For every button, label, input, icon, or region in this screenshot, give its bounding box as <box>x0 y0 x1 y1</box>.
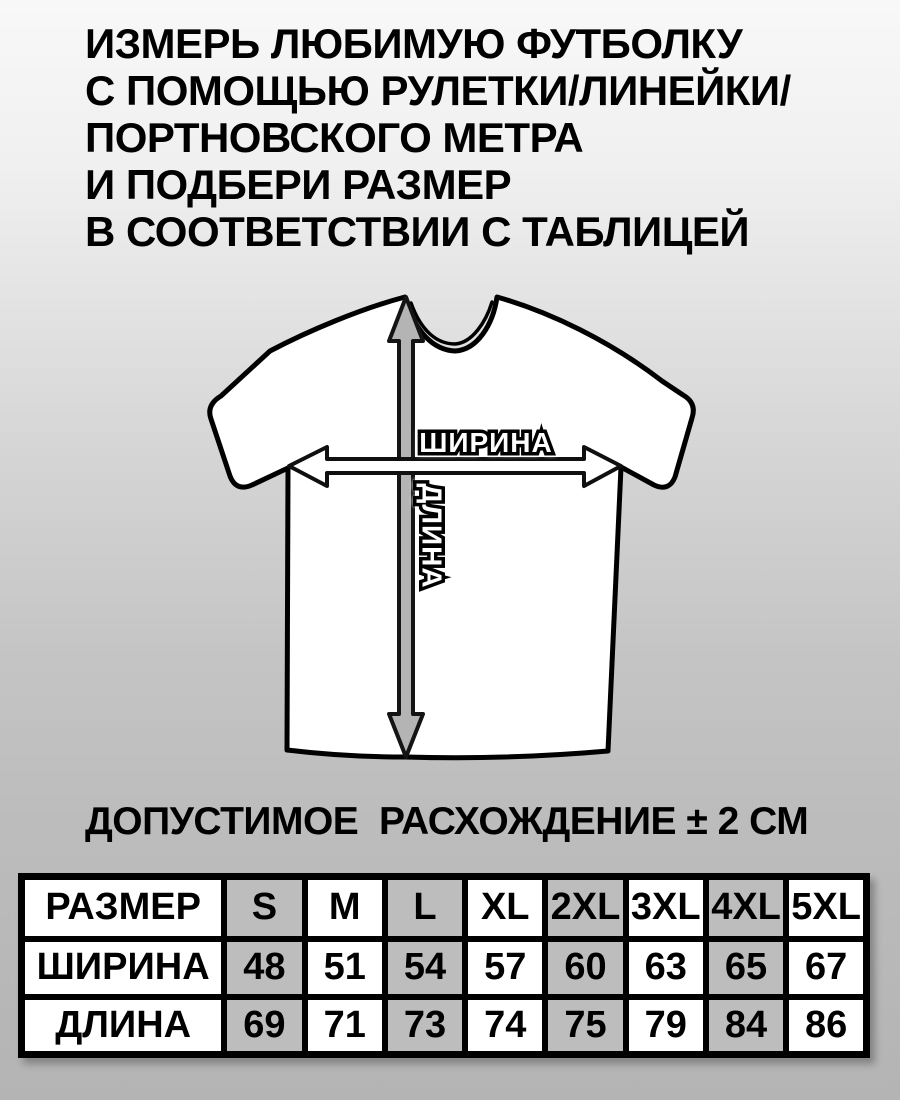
width-value-cell: 67 <box>786 939 866 997</box>
width-value-cell: 60 <box>545 939 625 997</box>
width-value-cell: 51 <box>305 939 385 997</box>
heading-line: В СООТВЕТСТВИИ С ТАБЛИЦЕЙ <box>85 208 750 255</box>
size-table-header-row <box>22 877 867 939</box>
width-row <box>22 939 867 997</box>
heading-line: ПОРТНОВСКОГО МЕТРА <box>85 114 584 161</box>
size-column-header: 5XL <box>786 877 866 939</box>
size-column-header: 4XL <box>706 877 786 939</box>
length-value-cell: 74 <box>465 997 545 1055</box>
length-value-cell: 84 <box>706 997 786 1055</box>
heading-line: ИЗМЕРЬ ЛЮБИМУЮ ФУТБОЛКУ <box>85 20 743 67</box>
length-row <box>22 997 867 1055</box>
size-table <box>18 873 870 1058</box>
length-value-cell: 69 <box>224 997 304 1055</box>
width-arrow-label: ШИРИНА <box>419 427 553 458</box>
width-value-cell: 48 <box>224 939 304 997</box>
size-column-header: XL <box>465 877 545 939</box>
size-column-header: M <box>305 877 385 939</box>
size-column-header: S <box>224 877 304 939</box>
width-value-cell: 65 <box>706 939 786 997</box>
tolerance-note: ДОПУСТИМОЕ РАСХОЖДЕНИЕ ± 2 СМ <box>85 800 809 843</box>
size-column-header: L <box>385 877 465 939</box>
length-value-cell: 73 <box>385 997 465 1055</box>
size-column-header: 3XL <box>626 877 706 939</box>
length-value-cell: 75 <box>545 997 625 1055</box>
width-value-cell: 63 <box>626 939 706 997</box>
heading-line: С ПОМОЩЬЮ РУЛЕТКИ/ЛИНЕЙКИ/ <box>85 67 791 114</box>
width-value-cell: 57 <box>465 939 545 997</box>
length-row-label: ДЛИНА <box>22 997 225 1055</box>
size-table-corner-cell: РАЗМЕР <box>22 877 225 939</box>
length-value-cell: 79 <box>626 997 706 1055</box>
heading-line: И ПОДБЕРИ РАЗМЕР <box>85 161 512 208</box>
width-row-label: ШИРИНА <box>22 939 225 997</box>
width-value-cell: 54 <box>385 939 465 997</box>
length-value-cell: 86 <box>786 997 866 1055</box>
length-arrow-label: ДЛИНА <box>416 483 448 589</box>
size-column-header: 2XL <box>545 877 625 939</box>
tshirt-outline <box>210 297 694 758</box>
length-value-cell: 71 <box>305 997 385 1055</box>
